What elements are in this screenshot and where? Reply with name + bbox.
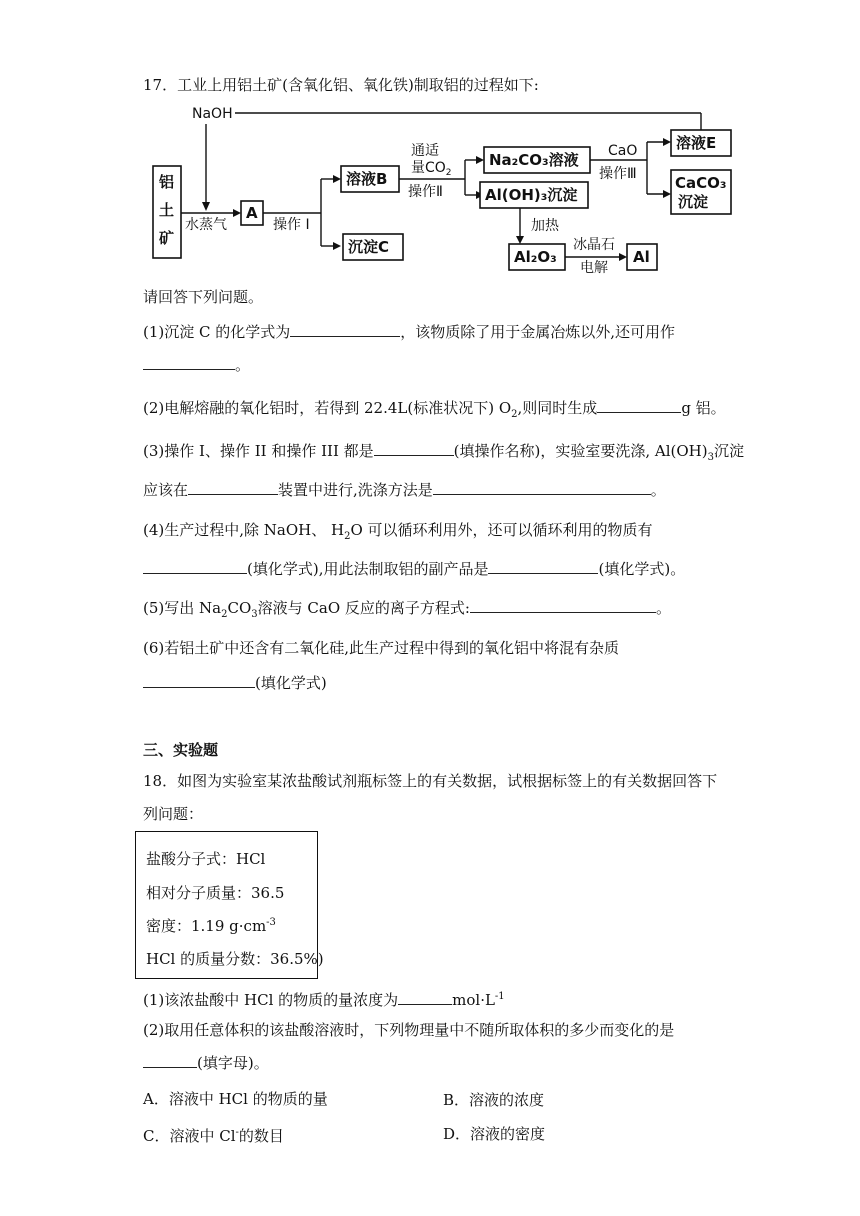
q17-part3-line2: 应该在 装置中进行,洗涤方法是 。: [143, 481, 666, 499]
na2co3-solution-label: Na₂CO₃溶液: [489, 151, 579, 169]
solution-e-label: 溶液E: [676, 134, 717, 152]
option-a[interactable]: A．溶液中 HCl 的物质的量: [143, 1090, 328, 1108]
q17-part5: (5)写出 $Na_2CO_3$溶液与 CaO 反应的离子方程式: 。: [143, 599, 671, 620]
q17-part1-line1: (1)沉淀 C 的化学式为 ，该物质除了用于金属冶炼以外,还可用作: [143, 323, 676, 341]
co2-label-1: 通适: [411, 143, 439, 159]
steam-label: 水蒸气: [185, 217, 227, 233]
op3-label: 操作Ⅲ: [599, 166, 637, 182]
q17-part6-line1: (6)若铝土矿中还含有二氧化硅,此生产过程中得到的氧化铝中将混有杂质: [143, 639, 620, 657]
precipitate-c-label: 沉淀C: [348, 238, 390, 256]
answer-blank[interactable]: [470, 598, 656, 613]
q17-part2: (2)电解熔融的氧化铝时，若得到 22.4L(标准状况下) $O_2$,则同时生成 g 铝。: [143, 399, 726, 420]
ore-label-1: 铝: [159, 173, 175, 191]
aloh3-precipitate-label: Al(OH)₃沉淀: [485, 186, 578, 204]
option-b[interactable]: B．溶液的浓度: [443, 1091, 545, 1109]
answer-blank[interactable]: [433, 480, 651, 495]
section-heading: 三、实验题: [143, 741, 219, 759]
heat-label: 加热: [531, 218, 559, 234]
answer-blank[interactable]: [290, 322, 400, 337]
solution-b-label: 溶液B: [346, 170, 388, 188]
a-label: A: [246, 204, 258, 222]
process-flow-diagram: [145, 100, 745, 275]
op2-label: 操作Ⅱ: [408, 184, 443, 200]
label-formula: 盐酸分子式：HCl: [146, 850, 266, 868]
cryolite-label: 冰晶石: [573, 237, 615, 253]
q17-part1-line2: 。: [143, 355, 250, 375]
option-c[interactable]: C．溶液中 Cl-的数目: [143, 1127, 284, 1145]
q17-title: 17．工业上用铝土矿(含氧化铝、氧化铁)制取铝的过程如下:: [143, 76, 539, 94]
naoh-label: NaOH: [192, 106, 233, 122]
answer-blank[interactable]: [488, 559, 598, 574]
answer-blank[interactable]: [143, 355, 235, 370]
al-label: Al: [633, 248, 650, 266]
answer-blank[interactable]: [597, 398, 681, 413]
op1-label: 操作 I: [273, 217, 310, 233]
q17-part4-line1: (4)生产过程中,除 NaOH、 $H_2O$ 可以循环利用外，还可以循环利用的物质有: [143, 521, 653, 542]
caco3-precipitate-label: 沉淀: [678, 193, 709, 211]
answer-blank[interactable]: [374, 441, 454, 456]
answer-blank[interactable]: [143, 1053, 197, 1068]
answer-blank[interactable]: [398, 990, 452, 1005]
ore-label-3: 矿: [159, 229, 175, 247]
option-d[interactable]: D．溶液的密度: [443, 1125, 546, 1143]
q17-part4-line2: (填化学式),用此法制取铝的副产品是 (填化学式)。: [143, 559, 685, 579]
answer-blank[interactable]: [143, 559, 247, 574]
electrolysis-label: 电解: [580, 260, 608, 275]
al2o3-label: Al₂O₃: [514, 248, 557, 266]
q17-part6-line2: (填化学式): [143, 673, 327, 693]
q18-title-line1: 18．如图为实验室某浓盐酸试剂瓶标签上的有关数据，试根据标签上的有关数据回答下: [143, 772, 718, 790]
q18-title-line2: 列问题：: [143, 805, 204, 823]
label-mass-fraction: HCl 的质量分数：36.5%): [146, 950, 324, 968]
caco3-label: CaCO₃: [675, 174, 727, 192]
answer-blank[interactable]: [188, 480, 278, 495]
q17-part3-line1: (3)操作 I、操作 II 和操作 III 都是 (填操作名称)，实验室要洗涤, $Al(OH)_3$沉淀: [143, 442, 745, 463]
answer-blank[interactable]: [143, 673, 255, 688]
label-molar-mass: 相对分子质量：36.5: [146, 884, 285, 902]
reagent-label-box: [135, 831, 324, 979]
label-density: 密度：1.19 $g\cdot cm^{-3}$: [146, 917, 276, 935]
q18-part2-line2: (填字母)。: [143, 1053, 269, 1073]
co2-label-2: 量$CO_2$: [411, 160, 452, 178]
q18-part1: (1)该浓盐酸中 HCl 的物质的量浓度为 $mol\cdot L^{-1}$: [143, 991, 505, 1009]
cao-label: CaO: [608, 143, 638, 159]
ore-label-2: 土: [159, 201, 175, 219]
q18-part2-line1: (2)取用任意体积的该盐酸溶液时，下列物理量中不随所取体积的多少而变化的是: [143, 1021, 675, 1039]
q17-prompt: 请回答下列问题。: [143, 288, 264, 306]
